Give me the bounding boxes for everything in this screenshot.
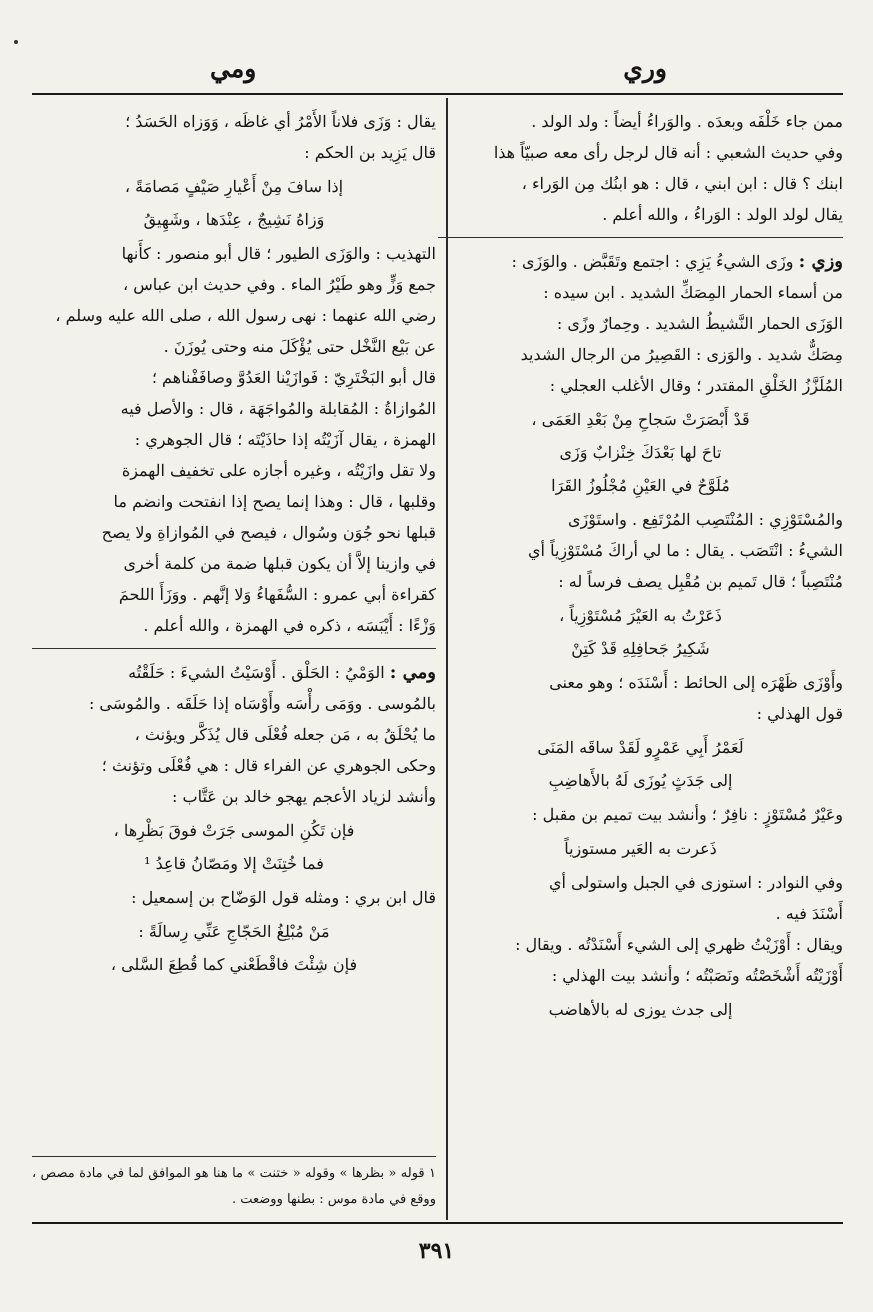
text-line: من أسماء الحمار المِصَكِّ الشديد . ابن سيده : [543,283,843,302]
text-line: قال ابن بري : ومثله قول الوَضّاح بن إسمعيل : [131,888,436,907]
text-line: الوَزَى الحمار النَّشيطُ الشديد . وحِمارٌ وزًى : [556,314,843,333]
text-line: الوَمْيُ : الحَلْق . أَوْسَيْتُ الشيءَ : حَلَقْتُه [128,663,385,682]
text-line: في وازينا إلاَّ أن يكون قبلها ضمة من كلمة أخرى [123,554,436,573]
verse-line: ذَعرت به العَير مستوزياً [564,839,717,858]
text-line: وَزْءًا : أَيْبَسَه ، ذكره في الهمزة ، والله أعلم . [143,616,436,635]
verse-block [32,915,436,981]
verse-line: شَكِيرُ جَحافِلِهِ قَدْ كَتِنْ [571,639,710,658]
verse-line: مَنْ مُبْلِغُ الحَجّاجِ عَنِّي رِسالَةً : [138,922,330,941]
left-column [32,106,436,1208]
entry-wazi [438,246,843,277]
text-line: بالمُوسى . ووَمَى رأْسَه وأَوْسَاه إذا حَلَقَه . والمُوسَى : [88,694,436,713]
text-line: كقراءة أبي عمرو : السُّفَهاءُ وَلا إنَّهم . ووَزَأَ اللحمَ [118,585,436,604]
verse-line: قَدْ أَبْصَرَتْ سَجاحِ مِنْ بَعْدِ العَمَى ، [531,410,750,429]
text-line: وزَى الشيءُ يَزِي : اجتمع وتَقَبَّض . والوَزَى : [511,252,794,271]
verse-line: إلى جَدَثٍ يُوزَى لَهُ بالأَهاضِبِ [548,771,733,790]
text-line: قال يَزِيد بن الحكم : [304,143,436,162]
headword-wazi: وزي : [798,251,843,272]
text-line: يقال : وَزَى فلاناً الأَمْرُ أي غاظَه ، وَوَزاه الحَسَدُ ؛ [125,112,436,131]
page-number: ٣٩١ [418,1238,455,1264]
text-line: قول الهذلي : [756,704,843,723]
text-line: الهمزة ، يقال آزَيْتُه إذا حاذَيْتَه ؛ قال الجوهري : [134,430,436,449]
text-line: ممن جاء خَلْفَه وبعدَه . والوَراءُ أيضاً : ولد الولد . [531,112,843,131]
verse-line: فإن شِئْتَ فاقْطَعْني كما قُطِعَ السَّلى ، [110,955,358,974]
text-line: جمع وَزٍّ وهو طَيْرُ الماء . وفي حديث ابن عباس ، [122,275,436,294]
text-line: وعَيْرٌ مُسْتَوْزٍ : نافِرٌ ؛ وأنشد بيت تميم بن مقبل : [532,805,843,824]
verse-block [438,731,843,797]
text-line: يقال لولد الولد : الوَراءُ ، والله أعلم . [602,205,843,224]
text-line: عن بَيْع النَّخْل حتى يُؤْكَلَ منه وحتى يُوزَنَ . [163,337,436,356]
text-line: أَوْزَيْتُه أَشْخَصْتُه ونَصَبْتُه ؛ وأنشد بيت الهذلي : [551,966,843,985]
verse-block [32,170,436,236]
headword-wami: ومي : [389,662,436,683]
text-line: الشيءُ : انْتَصَب . يقال : ما لي أراكَ مُسْتَوْزِياً أي [528,541,843,560]
verse-line: تاحَ لها بَعْدَكَ خِنْزابٌ وَزَى [559,443,722,462]
verse-line: لَعَمْرُ أَبِي عَمْرٍو لَقَدْ ساقَه المَنَى [537,738,744,757]
verse-line: إلى جدث يوزى له بالأهاضب [548,1000,733,1019]
verse-block [32,814,436,880]
text-line: ولا تقل وازَيْتُه ، وغيره أجازه على تخفيف الهمزة [121,461,436,480]
entry-wami [32,657,436,688]
verse-line: إذا سافَ مِنْ أَعْيارِ صَيْفٍ مَصامَةً ، [124,177,344,196]
verse-block [438,599,843,665]
text-line: وحكى الجوهري عن الفراء قال : هي فُعْلَى وتؤنث ؛ [101,756,436,775]
entry-separator [438,237,843,238]
text-line: المُلَزَّزُ الخَلْقِ المقتدر ؛ وقال الأغلب العجلي : [549,376,843,395]
speck-mark [14,40,18,44]
text-line: والمُسْتَوْزِي : المُنْتَصِب المُرْتَفِع . واستَوْزَى [567,510,843,529]
header-rule [32,93,843,95]
text-line: وفي حديث الشعبي : أنه قال لرجل رأى معه صبيّاً هذا [493,143,843,162]
text-line: أَسْنَدَ فيه . [775,904,843,923]
footer-rule [32,1222,843,1224]
verse-line: فإن تَكُنِ الموسى جَرَتْ فوقَ بَظْرِها ، [113,821,355,840]
text-line: وأنشد لزياد الأعجم يهجو خالد بن عَتَّاب : [172,787,436,806]
text-line: وقلبها ، قال : وهذا إنما يصح إذا انفتحت وانضم ما [113,492,436,511]
verse-block [438,403,843,502]
text-line: المُوازاةُ : المُقابلة والمُواجَهَة ، قال : والأصل فيه [120,399,436,418]
text-line: التهذيب : والوَزَى الطيور ؛ قال أبو منصور : كأَنها [121,244,436,263]
right-column [438,106,843,1208]
verse-line: فما خُتِنَتْ إلا ومَصّانُ قاعِدُ ¹ [144,854,324,873]
verse-line: وَزاهُ نَشِيجٌ ، عِنْدَها ، وشَهِيقُ [143,210,325,229]
footnote: ١ قوله « بظرها » وقوله « ختنت » ما هنا هو الموافق لما في مادة مصص ، ووقع في مادة موس : بطنها ووضعت . [32,1156,436,1213]
text-line: وأَوْزَى ظَهْرَه إلى الحائط : أَسْنَدَه ؛ وهو معنى [549,673,843,692]
verse-line: مُلَوَّحٌ في العَيْنِ مُجْلُوزُ القَرَا [551,476,730,495]
running-head-right: وري [623,54,667,83]
text-line: قبلها نحو جُوَن وسُوال ، فيصح في المُوازاةِ ولا يصح [101,523,436,542]
verse-block [438,832,843,865]
verse-block [438,993,843,1026]
text-line: ما يُحْلَقُ به ، مَن جعله فُعْلَى قال يُذَكَّر ويؤنث ، [134,725,436,744]
text-line: ابنك ؟ قال : ابن ابني ، قال : هو ابنُك مِن الوَراء ، [521,174,843,193]
verse-line: ذَعَرْتُ به العَيْرَ مُسْتَوْزِياً ، [559,606,722,625]
text-line: وفي النوادر : استوزى في الجبل واستولى أي [548,873,843,892]
text-line: رضي الله عنهما : نهى رسول الله ، صلى الله عليه وسلم ، [55,306,436,325]
text-line: قال أبو البَخْتَرِيّ : فَوازَيْنا العَدُوَّ وصافَفْناهم ؛ [151,368,436,387]
text-line: مِصَكٌّ شديد . والوَزى : القَصِيرُ من الرجال الشديد [520,345,843,364]
page-header [30,54,843,88]
text-line: مُنْتَصِباً ؛ قال تَميم بن مُقْبِل يصف فرساً له : [558,572,843,591]
text-line: ويقال : أَوْزَيْتُ ظهري إلى الشيء أَسْنَدْتُه . ويقال : [515,935,843,954]
entry-separator [32,648,436,649]
running-head-left: ومي [210,54,257,83]
